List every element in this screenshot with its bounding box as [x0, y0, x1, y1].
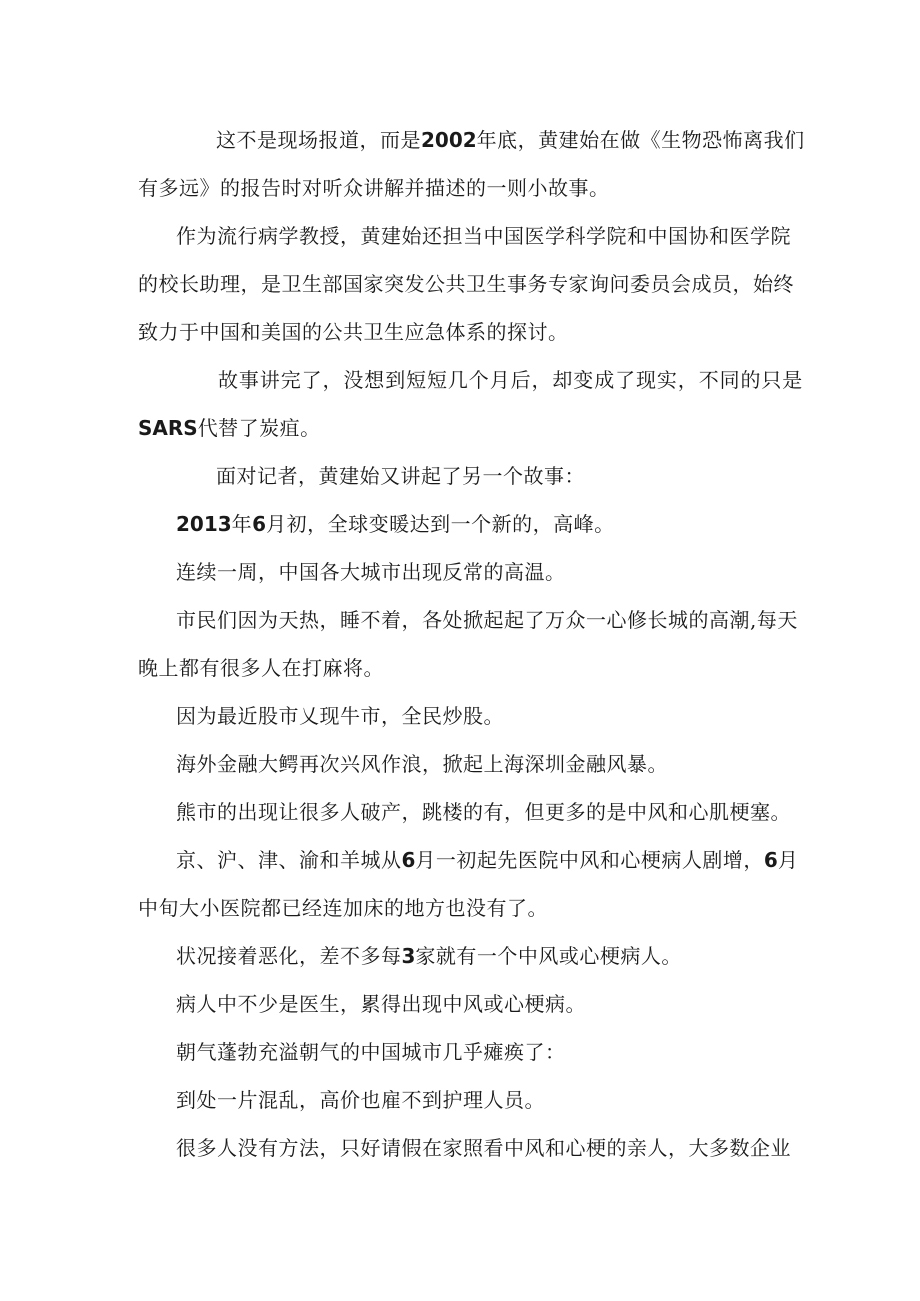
text-line: [176, 800, 791, 824]
text-run: 家就有一个中风或心梗病人。: [415, 944, 682, 968]
text-line: [216, 464, 585, 488]
text-run: 面对记者，黄建始又讲起了另一个故事：: [216, 464, 585, 488]
text-run: 很多人没有方法，只好请假在家照看中风和心梗的亲人，大多数企业: [176, 1136, 791, 1160]
text-line: [138, 272, 794, 296]
text-run: 状况接着恶化，差不多每: [176, 944, 402, 968]
text-run: 月: [777, 848, 799, 872]
text-run: 作为流行病学教授，黄建始还担当中国医学科学院和中国协和医学院: [176, 224, 791, 248]
text-line: [138, 896, 548, 920]
text-line: [216, 128, 805, 152]
text-line: [176, 752, 668, 776]
text-line: [176, 1136, 791, 1160]
numeral-run: SARS: [138, 416, 198, 440]
text-run: 到处一片混乱，高价也雇不到护理人员。: [176, 1088, 545, 1112]
text-line: [176, 1040, 566, 1064]
text-line: [176, 1088, 545, 1112]
text-run: 的校长助理，是卫生部国家突发公共卫生事务专家询问委员会成员，始终: [138, 272, 794, 296]
text-line: [176, 560, 566, 584]
text-run: 致力于中国和美国的公共卫生应急体系的探讨。: [138, 320, 569, 344]
text-run: 这不是现场报道，而是: [216, 128, 421, 152]
text-run: 市民们因为天热，睡不着，各处掀起起了万众一心修长城的高潮,每天: [176, 608, 798, 632]
text-run: 朝气蓬勃充溢朝气的中国城市几乎瘫痪了：: [176, 1040, 566, 1064]
text-line: [138, 320, 569, 344]
text-run: 月一初起先医院中风和心梗病人剧增，: [415, 848, 764, 872]
text-line: [138, 656, 384, 680]
numeral-run: 2002: [421, 128, 477, 152]
text-run: 年底，黄建始在做《生物恐怖离我们: [476, 128, 805, 152]
text-run: 熊市的出现让很多人破产，跳楼的有，但更多的是中风和心肌梗塞。: [176, 800, 791, 824]
text-run: 故事讲完了，没想到短短几个月后，却变成了现实，不同的只是: [218, 368, 804, 392]
numeral-run: 2013: [176, 512, 232, 536]
text-run: 代替了炭疽。: [197, 416, 321, 440]
numeral-run: 6: [252, 512, 267, 536]
text-line: [218, 368, 803, 392]
text-run: 京、沪、津、渝和羊城从: [176, 848, 402, 872]
text-line: [176, 944, 682, 968]
numeral-run: 3: [401, 944, 416, 968]
text-line: [176, 848, 798, 872]
text-line: [176, 512, 615, 536]
text-run: 年: [231, 512, 253, 536]
text-line: [138, 416, 321, 440]
text-run: 海外金融大鳄再次兴风作浪，掀起上海深圳金融风暴。: [176, 752, 668, 776]
text-line: [138, 176, 610, 200]
numeral-run: 6: [401, 848, 416, 872]
text-run: 月初，全球变暖达到一个新的，高峰。: [266, 512, 615, 536]
text-line: [176, 704, 504, 728]
text-line: [176, 608, 798, 632]
numeral-run: 6: [763, 848, 778, 872]
text-run: 病人中不少是医生，累得出现中风或心梗病。: [176, 992, 586, 1016]
text-run: 因为最近股市乂现牛市，全民炒股。: [176, 704, 504, 728]
text-run: 晚上都有很多人在打麻将。: [138, 656, 384, 680]
text-run: 有多远》的报告时对听众讲解并描述的一则小故事。: [138, 176, 610, 200]
text-line: [176, 992, 586, 1016]
text-run: 中旬大小医院都已经连加床的地方也没有了。: [138, 896, 548, 920]
text-line: [176, 224, 791, 248]
text-run: 连续一周，中国各大城市出现反常的高温。: [176, 560, 566, 584]
